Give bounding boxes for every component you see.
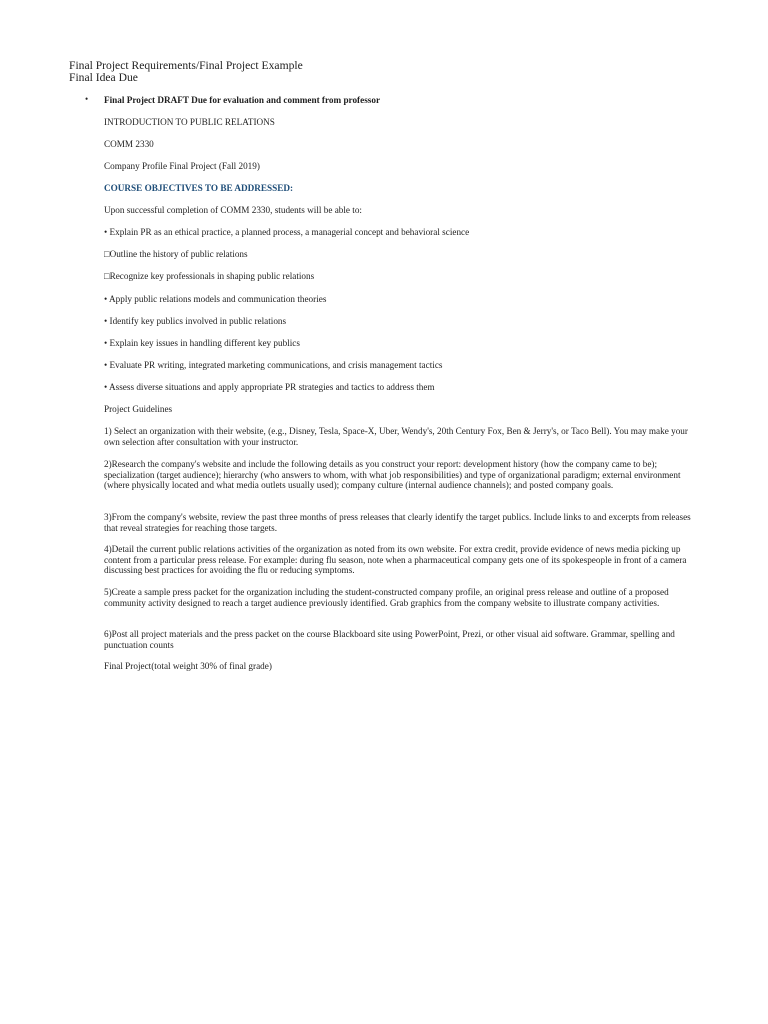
course-title: INTRODUCTION TO PUBLIC RELATIONS xyxy=(104,117,275,127)
objective-item: □Recognize key professionals in shaping public relations xyxy=(104,271,315,281)
objective-item: • Explain PR as an ethical practice, a planned process, a managerial concept and behavioral science xyxy=(104,227,470,237)
draft-due-line: Final Project DRAFT Due for evaluation and comment from professor xyxy=(104,95,381,105)
objective-item: □Outline the history of public relations xyxy=(104,249,248,259)
course-code: COMM 2330 xyxy=(104,139,154,149)
guideline-item: 3)From the company's website, review the past three months of press releases that clearly identify the target publics. Include links to and excerpts from releases that reveal strategies for reaching those targets. xyxy=(104,512,691,533)
guidelines-heading: Project Guidelines xyxy=(104,404,173,414)
objectives-intro: Upon successful completion of COMM 2330, students will be able to: xyxy=(104,205,362,215)
doc-title-line: Final Project Requirements/Final Project Example xyxy=(69,59,303,72)
final-weight-line: Final Project(total weight 30% of final grade) xyxy=(104,661,272,671)
guideline-item: 2)Research the company's website and include the following details as you construct your report: development history (how the company came to be); specialization (target audience); hierarchy (who answers to whom, with what job responsibilities) and type of organizational paradigm; external environment (where physically located and what media outlets usually used); company culture (internal audience channels); and posted company goals. xyxy=(104,459,681,491)
bullet-dot: • xyxy=(85,94,89,104)
project-title: Company Profile Final Project (Fall 2019) xyxy=(104,161,260,171)
guideline-item: 5)Create a sample press packet for the organization including the student-constructed company profile, an original press release and outline of a proposed community activity designed to reach a target audience previously identified. Grab graphics from the company website to illustrate company activities. xyxy=(104,587,669,608)
objective-item: • Assess diverse situations and apply appropriate PR strategies and tactics to address them xyxy=(104,382,435,392)
objectives-heading: COURSE OBJECTIVES TO BE ADDRESSED: xyxy=(104,183,294,193)
guideline-item: 4)Detail the current public relations activities of the organization as noted from its own website. For extra credit, provide evidence of news media picking up content from a particular press release. For example: during flu season, note when a pharmaceutical company gets one of its spokespeople in front of a camera discussing best practices for avoiding the flu or reducing symptoms. xyxy=(104,544,687,576)
doc-subtitle-line: Final Idea Due xyxy=(69,71,138,84)
objective-item: • Apply public relations models and communication theories xyxy=(104,294,327,304)
objective-item: • Identify key publics involved in public relations xyxy=(104,316,287,326)
guideline-item: 6)Post all project materials and the press packet on the course Blackboard site using PowerPoint, Prezi, or other visual aid software. Grammar, spelling and punctuation counts xyxy=(104,629,675,650)
objective-item: • Explain key issues in handling different key publics xyxy=(104,338,300,348)
guideline-item: 1) Select an organization with their website, (e.g., Disney, Tesla, Space-X, Uber, Wendy's, 20th Century Fox, Ben & Jerry's, or Taco Bell). You may make your own selection after consultation with your instructor. xyxy=(104,426,688,447)
objective-item: • Evaluate PR writing, integrated marketing communications, and crisis management tactics xyxy=(104,360,443,370)
